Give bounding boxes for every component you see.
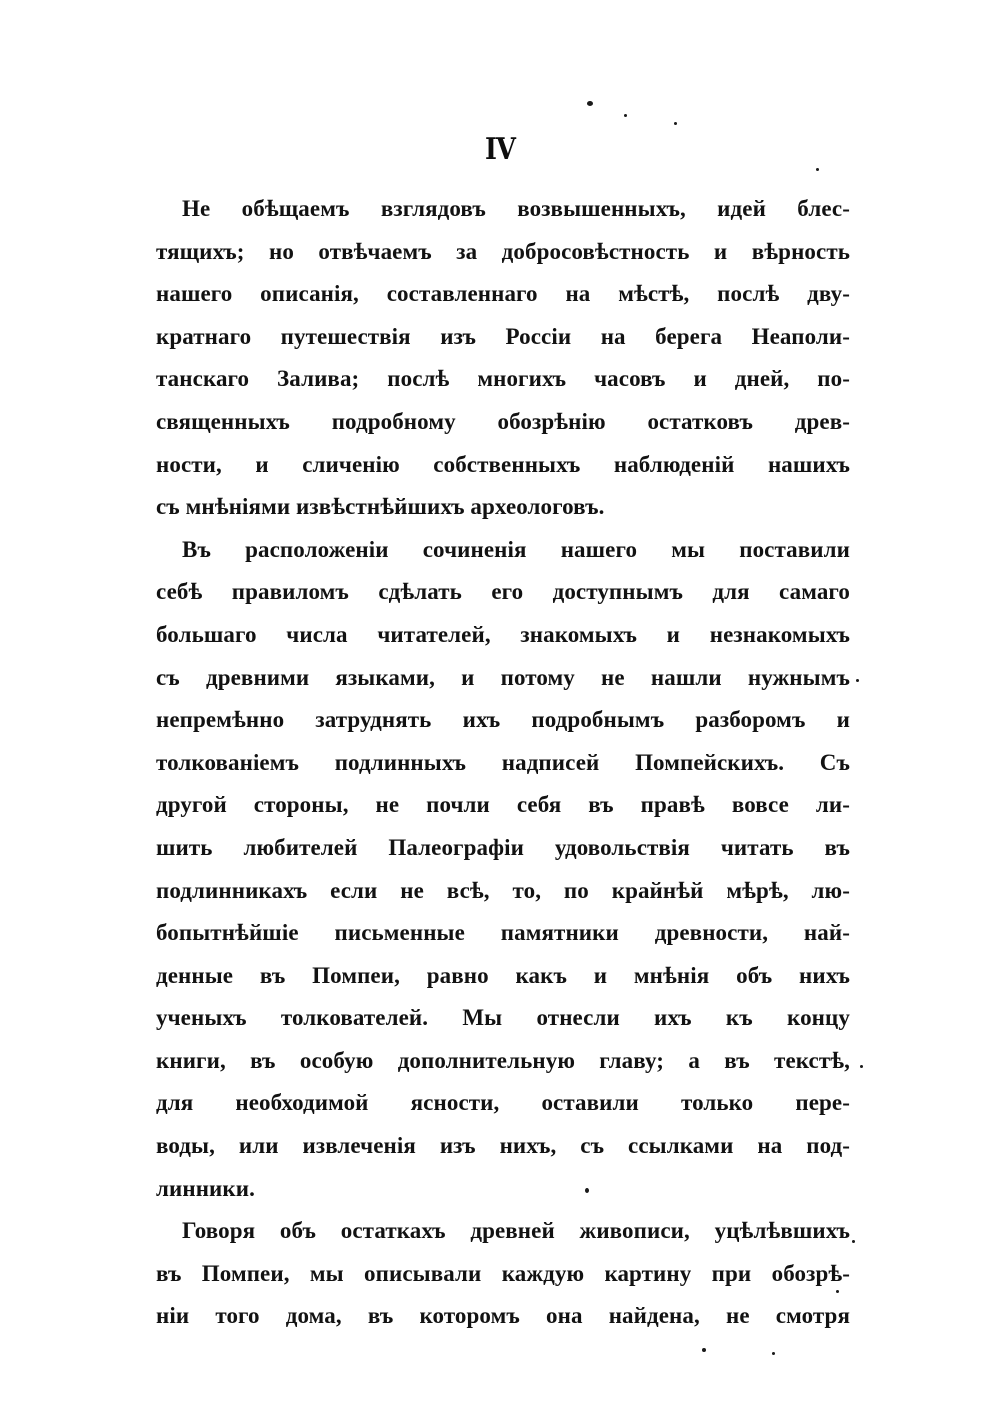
paragraph-1 xyxy=(156,188,850,529)
text-line: съ древними языками, и потому не нашли нужнымъ xyxy=(156,664,850,690)
scan-speck xyxy=(585,1188,589,1193)
text-line: кратнаго путешествія изъ Россіи на берега Неаполи- xyxy=(156,323,850,349)
text-line: непремѣнно затруднять ихъ подробнымъ разборомъ и xyxy=(156,707,850,733)
text-line: нашего описанія, составленнаго на мѣстѣ, послѣ дву- xyxy=(156,281,850,307)
text-line: толкованіемъ подлинныхъ надписей Помпейскихъ. Съ xyxy=(156,749,850,775)
text-line: шить любителей Палеографіи удовольствія читать въ xyxy=(156,834,850,860)
text-line: тящихъ; но отвѣчаемъ за добросовѣстность и вѣрность xyxy=(156,238,850,264)
text-line: Говоря объ остаткахъ древней живописи, уцѣлѣвшихъ xyxy=(182,1218,850,1244)
text-line: въ Помпеи, мы описывали каждую картину при обозрѣ- xyxy=(156,1260,850,1286)
text-line: для необходимой ясности, оставили только пере- xyxy=(156,1090,850,1116)
text-line: Въ расположеніи сочиненія нашего мы поставили xyxy=(182,536,850,562)
text-line: ніи того дома, въ которомъ она найдена, не смотря xyxy=(156,1303,850,1329)
text-line: денные въ Помпеи, равно какъ и мнѣнія объ нихъ xyxy=(156,962,850,988)
text-line: бопытнѣйшіе письменные памятники древности, най- xyxy=(156,920,850,946)
scan-speck xyxy=(624,114,627,117)
text-line: съ мнѣніями извѣстнѣйшихъ археологовъ. xyxy=(156,494,605,520)
text-line: Не обѣщаемъ взглядовъ возвышенныхъ, идей блес- xyxy=(182,196,850,221)
scan-speck xyxy=(836,1290,839,1293)
scan-speck xyxy=(587,101,593,106)
text-line: подлинникахъ если не всѣ, то, по крайнѣй мѣрѣ, лю- xyxy=(156,877,850,903)
text-line: книги, въ особую дополнительную главу; а въ текстѣ, xyxy=(156,1047,850,1073)
page-body-text xyxy=(156,188,850,1338)
text-line: священныхъ подробному обозрѣнію остатковъ древ- xyxy=(156,408,850,434)
text-line: другой стороны, не почли себя въ правѣ вовсе ли- xyxy=(156,792,850,818)
text-line: себѣ правиломъ сдѣлать его доступнымъ для самаго xyxy=(156,579,850,605)
text-line: ученыхъ толкователей. Мы отнесли ихъ къ концу xyxy=(156,1005,850,1031)
text-line: большаго числа читателей, знакомыхъ и незнакомыхъ xyxy=(156,621,850,647)
page-number: IV xyxy=(484,132,516,167)
text-line: воды, или извлеченія изъ нихъ, съ ссылками на под- xyxy=(156,1133,850,1159)
paragraph-2 xyxy=(156,529,850,1211)
text-line: танскаго Залива; послѣ многихъ часовъ и дней, по- xyxy=(156,366,850,392)
paragraph-3 xyxy=(156,1210,850,1338)
scan-speck xyxy=(856,679,859,682)
text-line: ности, и сличенію собственныхъ наблюденій нашихъ xyxy=(156,451,850,477)
scan-speck xyxy=(674,122,677,125)
scan-speck xyxy=(702,1348,706,1352)
scan-speck xyxy=(860,1065,863,1068)
scan-speck xyxy=(816,168,819,171)
scan-speck xyxy=(852,1240,855,1243)
scan-speck xyxy=(772,1352,775,1355)
text-line: линники. xyxy=(156,1175,255,1201)
